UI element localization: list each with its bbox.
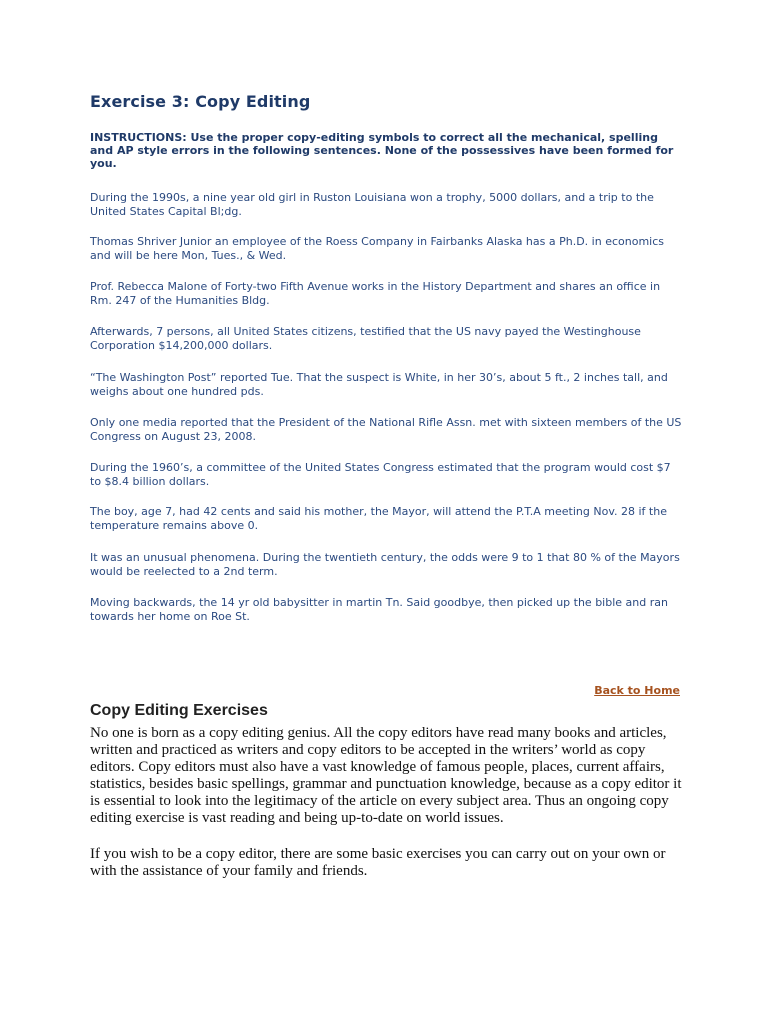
instructions: INSTRUCTIONS: Use the proper copy-editing symbols to correct all the mechanical, spelling and AP style errors in the following sentences. None of the possessives have been formed for you. [90, 131, 674, 170]
exercise-sentence: Only one media reported that the President of the National Rifle Assn. met with sixteen members of the US Congress on August 23, 2008. [90, 416, 682, 443]
exercise-sentence: During the 1990s, a nine year old girl in Ruston Louisiana won a trophy, 5000 dollars, and a trip to the United States Capital Bl;dg. [90, 191, 654, 218]
body-paragraph: No one is born as a copy editing genius. All the copy editors have read many books and articles, written and practiced as writers and copy editors to be accepted in the writers’ world as copy editors. Copy editors must also have a vast knowledge of famous people, places, current affairs, statistics, besides basic spellings, grammar and punctuation knowledge, because as a copy editor it is essential to look into the legitimacy of the article on every subject area. Thus an ongoing copy editing exercise is vast reading and being up-to-date on world issues. [90, 725, 682, 826]
back-to-home-link[interactable]: Back to Home [594, 684, 680, 697]
exercise-sentence: Thomas Shriver Junior an employee of the Roess Company in Fairbanks Alaska has a Ph.D. in economics and will be here Mon, Tues., & Wed. [90, 235, 664, 262]
section-title: Copy Editing Exercises [90, 702, 268, 719]
exercise-sentence: The boy, age 7, had 42 cents and said his mother, the Mayor, will attend the P.T.A meeting Nov. 28 if the temperature remains above 0. [90, 505, 667, 532]
exercise-sentence: “The Washington Post” reported Tue. That the suspect is White, in her 30’s, about 5 ft., 2 inches tall, and weighs about one hundred pds. [90, 371, 668, 398]
exercise-sentence: It was an unusual phenomena. During the twentieth century, the odds were 9 to 1 that 80 % of the Mayors would be reelected to a 2nd term. [90, 551, 680, 578]
exercise-sentence: Afterwards, 7 persons, all United States citizens, testified that the US navy payed the Westinghouse Corporation $14,200,000 dollars. [90, 325, 641, 352]
exercise-sentence: Prof. Rebecca Malone of Forty-two Fifth Avenue works in the History Department and shares an office in Rm. 247 of the Humanities Bldg. [90, 280, 661, 307]
exercise-title: Exercise 3: Copy Editing [90, 92, 311, 111]
exercise-sentence: During the 1960’s, a committee of the United States Congress estimated that the program would cost $7 to $8.4 billion dollars. [90, 461, 671, 488]
exercise-sentence: Moving backwards, the 14 yr old babysitter in martin Tn. Said goodbye, then picked up the bible and ran towards her home on Roe St. [90, 596, 668, 623]
body-paragraph: If you wish to be a copy editor, there are some basic exercises you can carry out on your own or with the assistance of your family and friends. [90, 846, 666, 879]
